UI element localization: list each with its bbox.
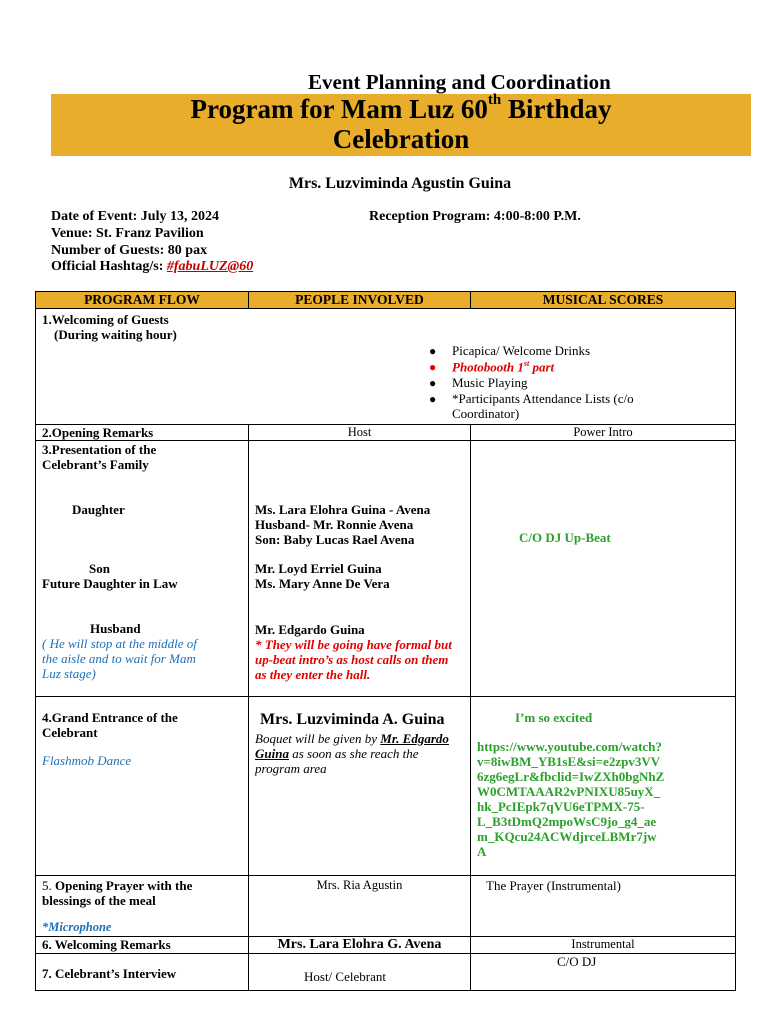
row4-song: I’m so excited — [515, 710, 593, 725]
bullet-icon: ● — [429, 376, 437, 390]
table-row — [36, 954, 736, 991]
title-banner — [51, 94, 751, 156]
row1-bullet-4-cont: Coordinator) — [452, 406, 520, 421]
row5-flow-cell — [36, 876, 248, 936]
photobooth-sup: st — [523, 359, 530, 368]
row6-music: Instrumental — [471, 937, 736, 954]
row4-url-7[interactable]: m_KQcu24ACWdjrceLBMr7jw — [477, 829, 657, 844]
header-musical-scores: MUSICAL SCORES — [471, 292, 736, 309]
table-row — [36, 309, 736, 425]
hashtag-line — [51, 259, 253, 275]
banner-title-line2: Celebration — [332, 124, 470, 154]
row5-title-text: Opening Prayer with the — [55, 878, 193, 893]
row4-url-5[interactable]: hk_PcIEpk7qVU6eTPMX-75- — [477, 799, 645, 814]
banner-title-pre: Program for Mam Luz 60 — [190, 94, 488, 124]
row5-people: Mrs. Ria Agustin — [249, 876, 471, 937]
row4-music-cell — [471, 697, 735, 875]
row3-music-cell — [471, 441, 735, 696]
row2-people: Host — [249, 425, 471, 441]
row4-flashmob: Flashmob Dance — [42, 753, 132, 768]
row1-bullet-1: Picapica/ Welcome Drinks — [452, 343, 591, 358]
photobooth-label: Photobooth 1 — [452, 359, 524, 375]
row1-cell — [36, 309, 735, 424]
row4-note-line3: program area — [255, 761, 327, 776]
document-heading: Event Planning and Coordination — [308, 70, 611, 94]
row4-url-3[interactable]: 6zg6egLr&fbclid=IwZXh0bgNhZ — [477, 769, 665, 784]
row4-flow-cell — [36, 697, 248, 875]
header-people-involved: PEOPLE INVOLVED — [249, 292, 471, 309]
row3-person-5: Ms. Mary Anne De Vera — [255, 576, 390, 591]
row5-microphone: *Microphone — [42, 920, 112, 934]
row6-title: 6. Welcoming Remarks — [42, 937, 171, 952]
row5-music: The Prayer (Instrumental) — [486, 878, 622, 893]
row5-title-1 — [42, 878, 192, 894]
row3-son: Son — [89, 561, 110, 576]
row4-note-line2 — [255, 746, 418, 762]
row3-person-2: Husband- Mr. Ronnie Avena — [255, 517, 414, 532]
row7-music: C/O DJ — [557, 954, 597, 969]
row7-title: 7. Celebrant’s Interview — [42, 966, 177, 981]
banner-title-sup: th — [487, 92, 502, 108]
row4-url-1[interactable]: https://www.youtube.com/watch? — [477, 739, 662, 754]
hashtag-label: Official Hashtag/s: — [51, 259, 167, 274]
row3-title-1: 3.Presentation of the — [42, 442, 157, 457]
row3-future-daughter: Future Daughter in Law — [42, 576, 178, 591]
row4-url-4[interactable]: W0CMTAAAR2vPNIXU85uyX_ — [477, 784, 661, 799]
program-table — [35, 291, 736, 991]
row4-title-2: Celebrant — [42, 725, 98, 740]
guest-count: Number of Guests: 80 pax — [51, 243, 208, 258]
row3-person-6: Mr. Edgardo Guina — [255, 622, 365, 637]
bullet-icon: ● — [429, 360, 437, 374]
row3-remark-3: as they enter the hall. — [255, 667, 371, 682]
row2-music: Power Intro — [471, 425, 736, 441]
row5-title-2: blessings of the meal — [42, 893, 156, 908]
row3-remark-2: up-beat intro’s as host calls on them — [255, 652, 449, 667]
bullet-icon: ● — [429, 344, 437, 358]
row2-title: 2.Opening Remarks — [42, 425, 154, 440]
table-row — [36, 441, 736, 697]
row3-note-2: the aisle and to wait for Mam — [42, 651, 196, 666]
row3-remark-1: * They will be going have formal but — [255, 637, 452, 652]
row1-bullet-3: Music Playing — [452, 375, 528, 390]
row4-note-name1: Mr. Edgardo — [380, 731, 449, 746]
row4-people-cell — [249, 697, 470, 875]
row3-husband: Husband — [90, 621, 141, 636]
row3-note-3: Luz stage) — [42, 666, 96, 681]
row4-note-line1 — [255, 731, 449, 747]
table-row — [36, 937, 736, 954]
table-row — [36, 697, 736, 876]
row3-note-1: ( He will stop at the middle of — [42, 636, 197, 651]
row6-people: Mrs. Lara Elohra G. Avena — [249, 937, 471, 954]
row3-person-4: Mr. Loyd Erriel Guina — [255, 561, 382, 576]
row3-person-1: Ms. Lara Elohra Guina - Avena — [255, 502, 431, 517]
row4-title-1: 4.Grand Entrance of the — [42, 710, 178, 725]
row3-daughter: Daughter — [72, 502, 125, 517]
row1-bullet-2 — [452, 359, 554, 375]
row4-note-pre: Boquet will be given by — [255, 731, 381, 746]
row4-note-post: as soon as she reach the — [288, 746, 419, 761]
row1-bullet-4: *Participants Attendance Lists (c/o — [452, 391, 634, 406]
row4-url-8[interactable]: A — [477, 844, 487, 859]
banner-title-line1 — [51, 94, 751, 125]
row3-person-3: Son: Baby Lucas Rael Avena — [255, 532, 415, 547]
table-row — [36, 425, 736, 441]
row4-url-6[interactable]: L_B3tDmQ2mpoWsC9jo_g4_ae — [477, 814, 657, 829]
hashtag-link[interactable]: #fabuLUZ@60 — [166, 259, 254, 274]
row1-title: 1.Welcoming of Guests — [42, 312, 169, 327]
row1-subtitle: (During waiting hour) — [54, 327, 177, 342]
row3-music: C/O DJ Up-Beat — [519, 530, 611, 545]
row4-url-2[interactable]: v=8iwBM_YB1sE&si=e2zpv3VV — [477, 754, 661, 769]
row3-title-2: Celebrant’s Family — [42, 457, 149, 472]
table-row — [36, 876, 736, 937]
celebrant-name: Mrs. Luzviminda Agustin Guina — [288, 175, 512, 192]
header-program-flow: PROGRAM FLOW — [36, 292, 249, 309]
venue: Venue: St. Franz Pavilion — [51, 226, 204, 241]
row3-flow-cell — [36, 441, 248, 696]
table-header-row — [36, 292, 736, 309]
photobooth-post: part — [529, 359, 555, 375]
row4-note-name2: Guina — [255, 746, 289, 761]
bullet-icon: ● — [429, 392, 437, 406]
row7-people: Host/ Celebrant — [304, 969, 386, 984]
reception-time: Reception Program: 4:00-8:00 P.M. — [369, 209, 581, 224]
row4-celebrant-name: Mrs. Luzviminda A. Guina — [260, 711, 445, 728]
row3-people-cell — [249, 441, 470, 696]
event-date: Date of Event: July 13, 2024 — [51, 209, 219, 224]
row5-number: 5. — [42, 878, 55, 893]
banner-title-post: Birthday — [501, 94, 612, 124]
